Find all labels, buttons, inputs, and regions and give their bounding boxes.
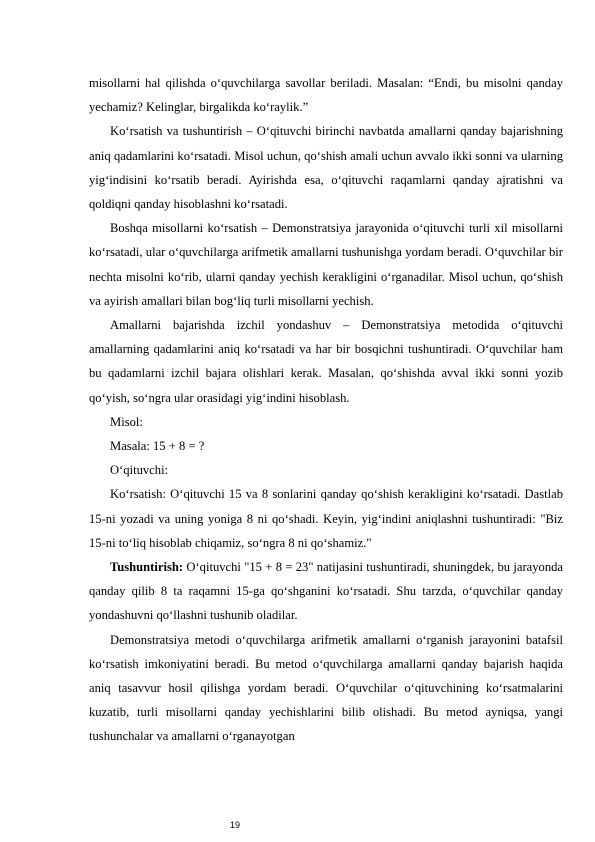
paragraph-misol-label: Misol: xyxy=(110,414,143,429)
paragraph-demonstratsiya-metodi: Demonstratsiya metodi o‘quvchilarga arifmetik amallarni o‘rganish jarayonini batafsil ko‘rsatish imkoniyatini beradi. Bu metod o‘quvchilarga amallarni qanday bajarish haqida aniq tasavvur hosil qilishga yordam beradi. O‘quvchilar o‘qituvchining ko‘rsatmalarini kuzatib, turli misollarni qanday yechishlarini bilib olishadi. Bu metod ayniqsa, yangi tushunchalar va amallarni o‘rganayotgan xyxy=(89,632,563,744)
tushuntirish-bold-label: Tushuntirish: xyxy=(110,560,184,575)
body-text xyxy=(89,71,563,749)
paragraph-korsatish-tushuntirish: Ko‘rsatish va tushuntirish – O‘qituvchi birinchi navbatda amallarni qanday bajarishning aniq qadamlarini ko‘rsatadi. Misol uchun, qo‘shish amali uchun avvalo ikki sonni va ularning yig‘indisini ko‘rsatib beradi. Ayirishda esa, o‘qituvchi raqamlarni qanday ajratishni va qoldiqni qanday hisoblashni ko‘rsatadi. xyxy=(89,124,563,212)
tushuntirish-text: O‘qituvchi "15 + 8 = 23" natijasini tushuntiradi, shuningdek, bu jarayonda qanday qilib 8 ta raqamni 15-ga qo‘shganini ko‘rsatadi. Shu tarzda, o‘quvchilar qanday yondashuvni qo‘llashni tushunib oladilar. xyxy=(89,560,563,623)
paragraph-masala: Masala: 15 + 8 = ? xyxy=(110,439,205,454)
paragraph-tushuntirish-example xyxy=(89,555,563,628)
paragraph-oqituvchi-label: O‘qituvchi: xyxy=(110,463,169,478)
paragraph-boshqa-misollar: Boshqa misollarni ko‘rsatish – Demonstratsiya jarayonida o‘qituvchi turli xil misollarni ko‘rsatadi, ular o‘quvchilarga arifmetik amallarni tushunishga yordam beradi. O‘quvchilar bir nechta misolni ko‘rib, ularni qanday yechish kerakligini o‘rganadilar. Misol uchun, qo‘shish va ayirish amallari bilan bog‘liq turli misollarni yechish. xyxy=(89,221,563,308)
paragraph-korsatish-example: Ko‘rsatish: O‘qituvchi 15 va 8 sonlarini qanday qo‘shish kerakligini ko‘rsatadi. Dastlab 15-ni yozadi va uning yoniga 8 ni qo‘shadi. Keyin, yig‘indini aniqlashni tushuntiradi: "Biz 15-ni to‘liq hisoblab chiqamiz, so‘ngra 8 ni qo‘shamiz." xyxy=(89,487,563,550)
page-number: 19 xyxy=(230,820,241,830)
paragraph-izchil-yondashuv: Amallarni bajarishda izchil yondashuv – Demonstratsiya metodida o‘qituvchi amallarning qadamlarini aniq ko‘rsatadi va har bir bosqichni tushuntiradi. O‘quvchilar ham bu qadamlarni izchil bajara olishlari kerak. Masalan, qo‘shishda avval ikki sonni yozib qo‘yish, so‘ngra ular orasidagi yig‘indini hisoblash. xyxy=(89,318,563,405)
paragraph-continuation: misollarni hal qilishda o‘quvchilarga savollar beriladi. Masalan: “Endi, bu misolni qanday yechamiz? Kelinglar, birgalikda ko‘raylik.” xyxy=(89,76,563,115)
